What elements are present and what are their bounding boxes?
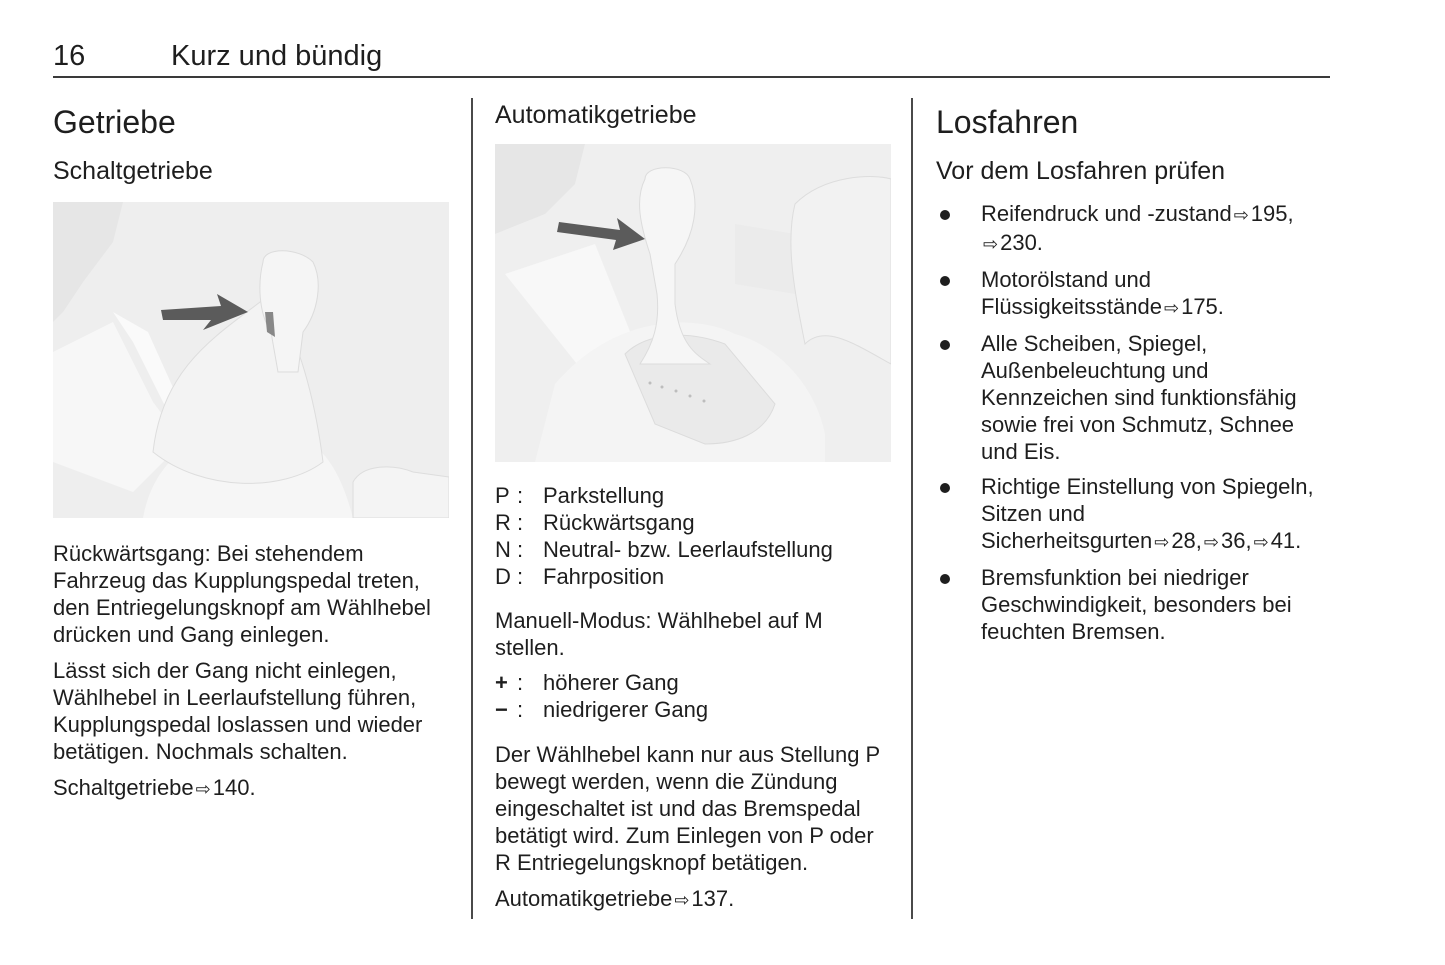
column-divider: [911, 98, 913, 919]
ref-page: 140.: [212, 775, 256, 800]
automatic-selector-figure: [495, 144, 891, 462]
checklist-item: Bremsfunktion bei niedriger Geschwindigkeit, besonders bei feuchten Bremsen.: [936, 564, 1336, 645]
paragraph: Lässt sich der Gang nicht einlegen, Wählhebel in Leerlaufstellung führen, Kupplungspedal loslassen und wieder betätigen. Nochmals schalten.: [53, 658, 423, 764]
page-header: [53, 40, 1330, 78]
page-ref-arrow-icon: ⇨: [1203, 532, 1219, 552]
column-starting-off: [936, 96, 1336, 653]
checklist-item: Motorölstand und Flüssigkeitsstände ⇨175.: [936, 266, 1336, 322]
running-title: Kurz und bündig: [171, 40, 383, 72]
manual-keys-list: [495, 669, 895, 723]
plus-icon: +: [495, 670, 508, 695]
bullet-icon: [940, 210, 950, 220]
page-ref-arrow-icon: ⇨: [1253, 532, 1269, 552]
position-item: N : Neutral- bzw. Leerlaufstellung: [495, 537, 833, 562]
bullet-icon: [940, 574, 950, 584]
section-subheading: Automatikgetriebe: [495, 101, 697, 129]
section-heading: Losfahren: [936, 104, 1079, 140]
manual-mode-text: Manuell-Modus: Wählhebel auf M stellen.: [495, 608, 823, 660]
position-item: D : Fahrposition: [495, 564, 665, 589]
page-ref-arrow-icon: ⇨: [195, 779, 211, 799]
page-ref-arrow-icon: ⇨: [1233, 205, 1249, 225]
manual-gear-lever-figure: [53, 202, 449, 518]
bullet-icon: [940, 483, 950, 493]
checklist-item: Reifendruck und -zustand ⇨195, ⇨230.: [936, 200, 1336, 258]
position-item: R : Rückwärtsgang: [495, 510, 695, 535]
page-ref-arrow-icon: ⇨: [1154, 532, 1170, 552]
checklist-item: Richtige Einstellung von Spiegeln, Sitzen und Sicherheitsgurten ⇨28, ⇨36, ⇨41.: [936, 473, 1336, 556]
column-divider: [471, 98, 473, 919]
checklist-item: Alle Scheiben, Spiegel, Außenbeleuchtung und Kennzeichen sind funktionsfähig sowie frei von Schmutz, Schnee und Eis.: [936, 330, 1336, 465]
position-item: P : Parkstellung: [495, 483, 665, 508]
page-number: 16: [53, 40, 86, 72]
checklist: [936, 200, 1336, 645]
section-subheading: Schaltgetriebe: [53, 157, 213, 185]
paragraph: Der Wählhebel kann nur aus Stellung P bewegt werden, wenn die Zündung eingeschaltet ist und das Bremspedal betätigt wird. Zum Einlegen von P oder R Entriegelungsknopf betätigen.: [495, 742, 880, 875]
manual-key-item: + : höherer Gang: [495, 670, 679, 695]
ref-text: Automatikgetriebe: [495, 886, 673, 911]
bullet-icon: [940, 276, 950, 286]
cross-reference: [53, 774, 453, 803]
section-subheading: Vor dem Losfahren prüfen: [936, 157, 1226, 185]
bullet-icon: [940, 340, 950, 350]
page-ref-arrow-icon: ⇨: [983, 234, 999, 254]
minus-icon: −: [495, 697, 508, 722]
ref-page: 137.: [691, 886, 735, 911]
ref-text: Schaltgetriebe: [53, 775, 194, 800]
section-heading: Getriebe: [53, 104, 176, 140]
paragraph: Rückwärtsgang: Bei stehendem Fahrzeug das Kupplungspedal treten, den Entriegelungsknopf am Wählhebel drücken und Gang einlegen.: [53, 541, 431, 647]
page-ref-arrow-icon: ⇨: [1163, 298, 1180, 318]
page-ref-arrow-icon: ⇨: [674, 890, 690, 910]
column-automatic-transmission: [495, 96, 895, 914]
manual-key-item: − : niedrigerer Gang: [495, 697, 709, 722]
cross-reference: [495, 885, 895, 914]
column-manual-transmission: [53, 96, 453, 803]
selector-positions-list: [495, 482, 895, 590]
